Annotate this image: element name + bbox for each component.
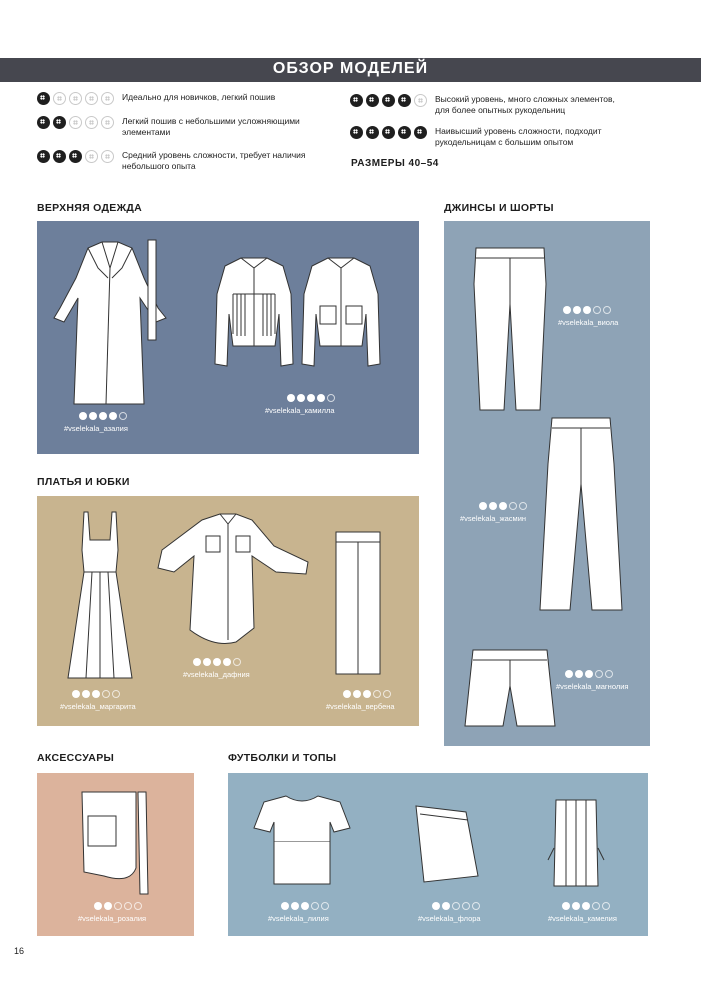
button-icon: [343, 690, 351, 698]
button-icon: [603, 306, 611, 314]
button-icon: [104, 902, 112, 910]
model-tag-verbena: #vselekala_вербена: [326, 702, 395, 711]
short-jacket-illustration: [300, 254, 382, 380]
skirt-illustration: [330, 528, 386, 678]
model-tag-camilla: #vselekala_камилла: [265, 406, 335, 415]
button-icon: [53, 92, 66, 105]
button-icon: [92, 690, 100, 698]
button-icon: [519, 502, 527, 510]
button-icon: [307, 394, 315, 402]
page-title: ОБЗОР МОДЕЛЕЙ: [272, 60, 429, 77]
model-tag-lilia: #vselekala_лилия: [268, 914, 329, 923]
button-icon: [69, 116, 82, 129]
button-icon: [223, 658, 231, 666]
button-icon: [363, 690, 371, 698]
page-number: 16: [14, 946, 25, 956]
header-banner: [0, 58, 701, 82]
jeans-viola-illustration: [470, 244, 552, 414]
button-icon: [327, 394, 335, 402]
button-icon: [89, 412, 97, 420]
button-icon: [53, 150, 66, 163]
button-icon: [398, 94, 411, 107]
legend-text: Наивысший уровень сложности, подходит рукодельницам с большим опытом: [435, 126, 602, 147]
button-icon: [595, 670, 603, 678]
button-icon: [101, 92, 114, 105]
button-icon: [366, 94, 379, 107]
button-icon: [499, 502, 507, 510]
button-icon: [373, 690, 381, 698]
button-icon: [101, 116, 114, 129]
button-icon: [297, 394, 305, 402]
section-title-outerwear: ВЕРХНЯЯ ОДЕЖДА: [37, 202, 143, 214]
button-icon: [562, 902, 570, 910]
legend-item-4: [350, 94, 625, 116]
difficulty-icons: [479, 502, 527, 510]
button-icon: [350, 94, 363, 107]
button-icon: [382, 126, 395, 139]
button-icon: [134, 902, 142, 910]
difficulty-icons: [72, 690, 120, 698]
button-icon: [592, 902, 600, 910]
button-icon: [575, 670, 583, 678]
button-icon: [414, 126, 427, 139]
button-icon: [203, 658, 211, 666]
button-icon: [563, 306, 571, 314]
section-title-accessories: АКСЕССУАРЫ: [37, 752, 115, 764]
difficulty-buttons: [37, 92, 114, 105]
button-icon: [112, 690, 120, 698]
button-icon: [124, 902, 132, 910]
fringe-jacket-illustration: [213, 254, 295, 380]
difficulty-buttons: [37, 116, 114, 129]
difficulty-icons: [432, 902, 480, 910]
legend-text: Средний уровень сложности, требует наличия небольшого опыта: [122, 150, 306, 171]
button-icon: [350, 126, 363, 139]
button-icon: [602, 902, 610, 910]
button-icon: [489, 502, 497, 510]
button-icon: [311, 902, 319, 910]
button-icon: [398, 126, 411, 139]
model-tag-margarita: #vselekala_маргарита: [60, 702, 136, 711]
model-tag-azalea: #vselekala_азалия: [64, 424, 128, 433]
difficulty-icons: [565, 670, 613, 678]
button-icon: [69, 150, 82, 163]
model-tag-kamelia: #vselekala_камелия: [548, 914, 617, 923]
dress-illustration: [64, 510, 136, 682]
shorts-illustration: [463, 646, 557, 732]
section-title-jeans: ДЖИНСЫ И ШОРТЫ: [444, 202, 554, 214]
button-icon: [79, 412, 87, 420]
button-icon: [509, 502, 517, 510]
model-tag-flora: #vselekala_флора: [418, 914, 481, 923]
bandeau-top-illustration: [412, 802, 484, 886]
model-tag-viola: #vselekala_виола: [558, 318, 619, 327]
button-icon: [72, 690, 80, 698]
button-icon: [213, 658, 221, 666]
button-icon: [114, 902, 122, 910]
legend-text: Высокий уровень, много сложных элементов, для более опытных рукодельниц: [435, 94, 615, 115]
button-icon: [233, 658, 241, 666]
legend-text: Идеально для новичков, легкий пошив: [122, 92, 276, 102]
button-icon: [99, 412, 107, 420]
button-icon: [593, 306, 601, 314]
button-icon: [102, 690, 110, 698]
button-icon: [85, 150, 98, 163]
button-icon: [37, 92, 50, 105]
difficulty-buttons: [350, 94, 427, 107]
difficulty-buttons: [37, 150, 114, 163]
button-icon: [382, 94, 395, 107]
button-icon: [462, 902, 470, 910]
button-icon: [85, 92, 98, 105]
corset-top-illustration: [548, 796, 604, 892]
model-tag-jasmine: #vselekala_жасмин: [460, 514, 527, 523]
button-icon: [605, 670, 613, 678]
difficulty-buttons: [350, 126, 427, 139]
button-icon: [82, 690, 90, 698]
button-icon: [353, 690, 361, 698]
difficulty-icons: [287, 394, 335, 402]
button-icon: [432, 902, 440, 910]
sizes-label: РАЗМЕРЫ 40–54: [351, 158, 439, 169]
button-icon: [53, 116, 66, 129]
button-icon: [85, 116, 98, 129]
jeans-jasmine-illustration: [538, 414, 624, 614]
model-tag-rosalia: #vselekala_розалия: [78, 914, 147, 923]
button-icon: [583, 306, 591, 314]
button-icon: [366, 126, 379, 139]
legend-item-5: [350, 126, 625, 148]
section-title-dresses: ПЛАТЬЯ И ЮБКИ: [37, 476, 130, 488]
shirt-dress-illustration: [156, 510, 314, 648]
difficulty-icons: [562, 902, 610, 910]
difficulty-icons: [79, 412, 127, 420]
button-icon: [317, 394, 325, 402]
legend-text: Легкий пошив с небольшими усложняющими элементами: [122, 116, 300, 137]
button-icon: [321, 902, 329, 910]
button-icon: [69, 92, 82, 105]
model-tag-dafnia: #vselekala_дафния: [183, 670, 250, 679]
section-title-tees: ФУТБОЛКИ И ТОПЫ: [228, 752, 337, 764]
button-icon: [291, 902, 299, 910]
difficulty-icons: [343, 690, 391, 698]
button-icon: [479, 502, 487, 510]
legend-item-3: [37, 150, 312, 172]
coat-illustration: [48, 238, 198, 408]
button-icon: [442, 902, 450, 910]
button-icon: [193, 658, 201, 666]
difficulty-icons: [94, 902, 142, 910]
button-icon: [94, 902, 102, 910]
button-icon: [101, 150, 114, 163]
legend-item-2: [37, 116, 312, 138]
button-icon: [585, 670, 593, 678]
model-tag-magnolia: #vselekala_магнолия: [556, 682, 629, 691]
button-icon: [301, 902, 309, 910]
button-icon: [452, 902, 460, 910]
button-icon: [573, 306, 581, 314]
button-icon: [414, 94, 427, 107]
tee-illustration: [252, 792, 352, 892]
button-icon: [281, 902, 289, 910]
apron-illustration: [80, 788, 160, 898]
legend-item-1: [37, 92, 312, 105]
difficulty-icons: [563, 306, 611, 314]
button-icon: [37, 116, 50, 129]
button-icon: [37, 150, 50, 163]
button-icon: [287, 394, 295, 402]
button-icon: [582, 902, 590, 910]
button-icon: [383, 690, 391, 698]
button-icon: [565, 670, 573, 678]
difficulty-icons: [281, 902, 329, 910]
button-icon: [119, 412, 127, 420]
button-icon: [109, 412, 117, 420]
button-icon: [472, 902, 480, 910]
button-icon: [572, 902, 580, 910]
difficulty-icons: [193, 658, 241, 666]
